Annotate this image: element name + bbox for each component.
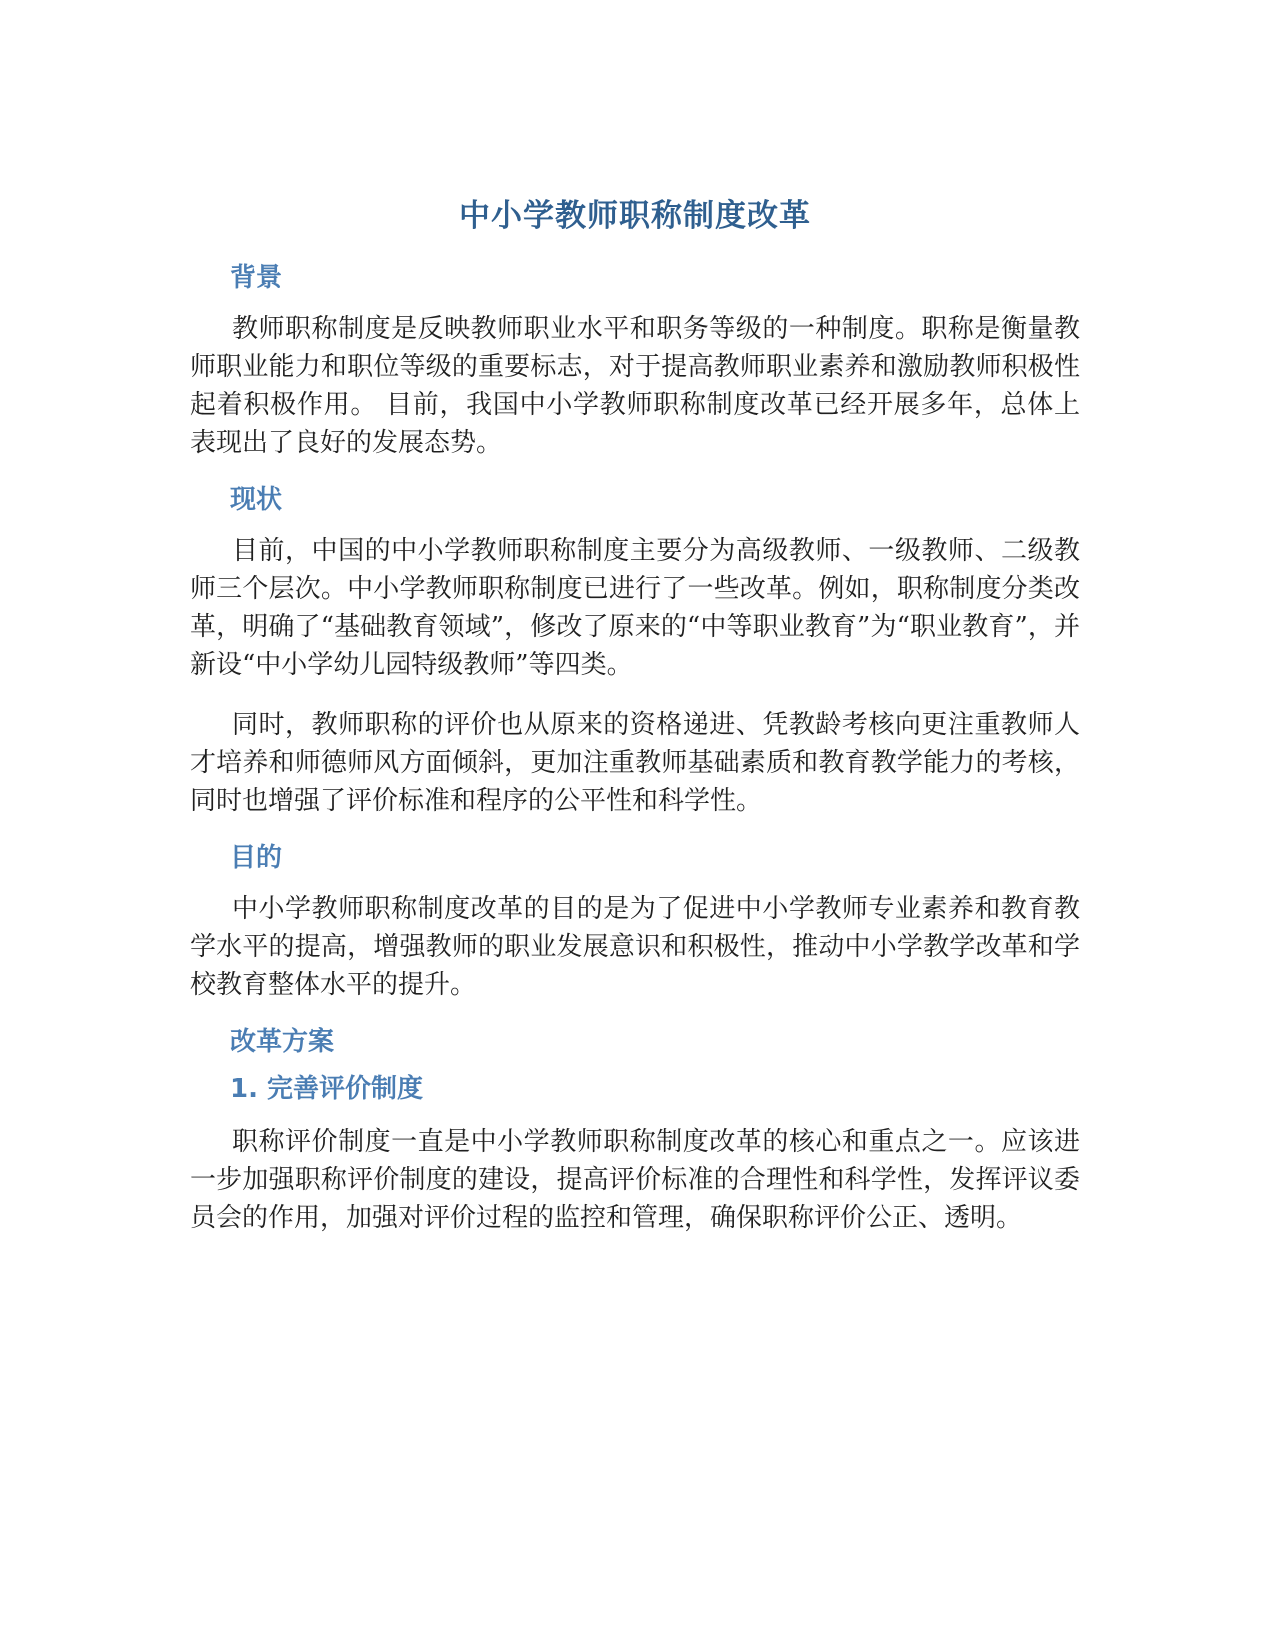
section-heading-background: 背景	[230, 263, 283, 294]
paragraph-evaluation-1: 职称评价制度一直是中小学教师职称制度改革的核心和重点之一。应该进一步加强职称评价制度的建设，提高评价标准的合理性和科学性，发挥评议委员会的作用，加强对评价过程的监控和管理，确保职称评价公正、透明。	[190, 1127, 1080, 1234]
paragraph-background-1: 教师职称制度是反映教师职业水平和职务等级的一种制度。职称是衡量教师职业能力和职位等级的重要标志，对于提高教师职业素养和激励教师积极性起着积极作用。 目前，我国中小学教师职称制度改革已经开展多年，总体上表现出了良好的发展态势。	[190, 314, 1080, 459]
section-heading-purpose: 目的	[230, 842, 283, 873]
paragraph-status-2: 同时，教师职称的评价也从原来的资格递进、凭教龄考核向更注重教师人才培养和师德师风方面倾斜，更加注重教师基础素质和教育教学能力的考核，同时也增强了评价标准和程序的公平性和科学性。	[190, 709, 1080, 816]
paragraph-status-1: 目前，中国的中小学教师职称制度主要分为高级教师、一级教师、二级教师三个层次。中小学教师职称制度已进行了一些改革。例如，职称制度分类改革，明确了“基础教育领域”，修改了原来的“中等职业教育”为“职业教育”，并新设“中小学幼儿园特级教师”等四类。	[190, 535, 1080, 680]
subsection-heading-evaluation: 1. 完善评价制度	[230, 1074, 424, 1105]
document-title: 中小学教师职称制度改革	[459, 198, 811, 234]
paragraph-purpose-1: 中小学教师职称制度改革的目的是为了促进中小学教师专业素养和教育教学水平的提高，增强教师的职业发展意识和积极性，推动中小学教学改革和学校教育整体水平的提升。	[190, 893, 1080, 1000]
section-heading-status: 现状	[230, 485, 283, 516]
document-content	[190, 196, 1080, 1259]
section-heading-reform-plan: 改革方案	[230, 1026, 335, 1057]
